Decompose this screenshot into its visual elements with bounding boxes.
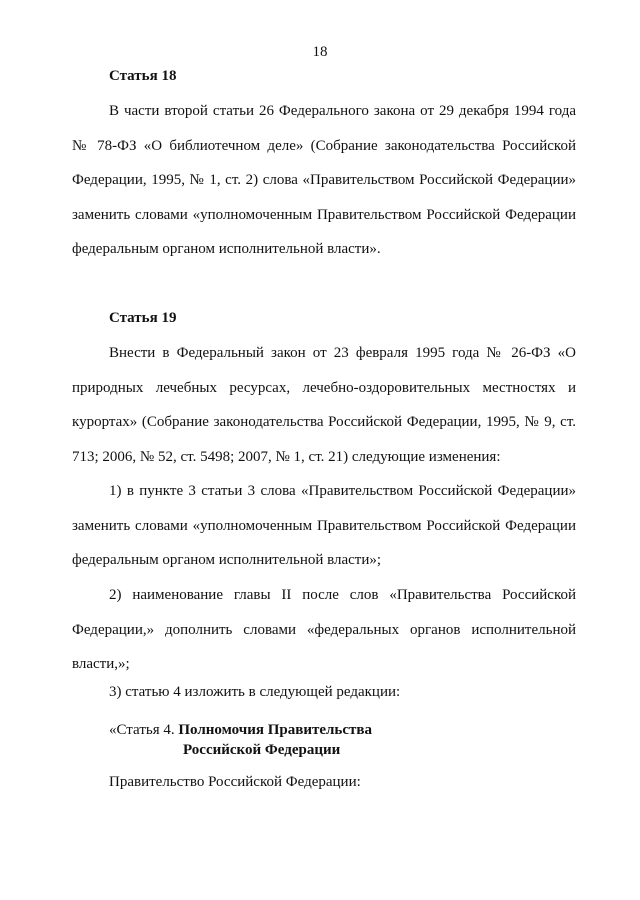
quoted-article-title (109, 720, 372, 760)
article-19-heading: Статья 19 (109, 310, 177, 326)
article-19-item-2: 2) наименование главы II после слов «Правительства Российской Федерации,» дополнить словами «федеральных органов исполнительной власти,»; (72, 587, 576, 672)
article-18-text: В части второй статьи 26 Федерального закона от 29 декабря 1994 года № 78-ФЗ «О библиотечном деле» (Собрание законодательства Российской Федерации, 1995, № 1, ст. 2) слова «Правительством Российской Федерации» заменить словами «уполномоченным Правительством Российской Федерации федеральным органом исполнительной власти». (72, 103, 576, 257)
quoted-article-title-line-2: Российской Федерации (183, 742, 341, 758)
article-19-item-3: 3) статью 4 изложить в следующей редакции: (109, 684, 401, 700)
quoted-article-body-start: Правительство Российской Федерации: (109, 774, 361, 790)
article-18-heading: Статья 18 (109, 68, 177, 84)
page-number: 18 (312, 44, 328, 60)
quoted-article-prefix: «Статья 4. (109, 722, 175, 738)
quoted-article-title-line-1: Полномочия Правительства (178, 722, 372, 738)
article-19-intro: Внести в Федеральный закон от 23 февраля 1995 года № 26-ФЗ «О природных лечебных ресурсах, лечебно-оздоровительных местностях и курортах» (Собрание законодательства Российской Федерации, 1995, № 9, ст. 713; 2006, № 52, ст. 5498; 2007, № 1, ст. 21) следующие изменения: (72, 345, 576, 465)
article-19-item-1: 1) в пункте 3 статьи 3 слова «Правительством Российской Федерации» заменить словами «уполномоченным Правительством Российской Федерации федеральным органом исполнительной власти»; (72, 483, 576, 568)
